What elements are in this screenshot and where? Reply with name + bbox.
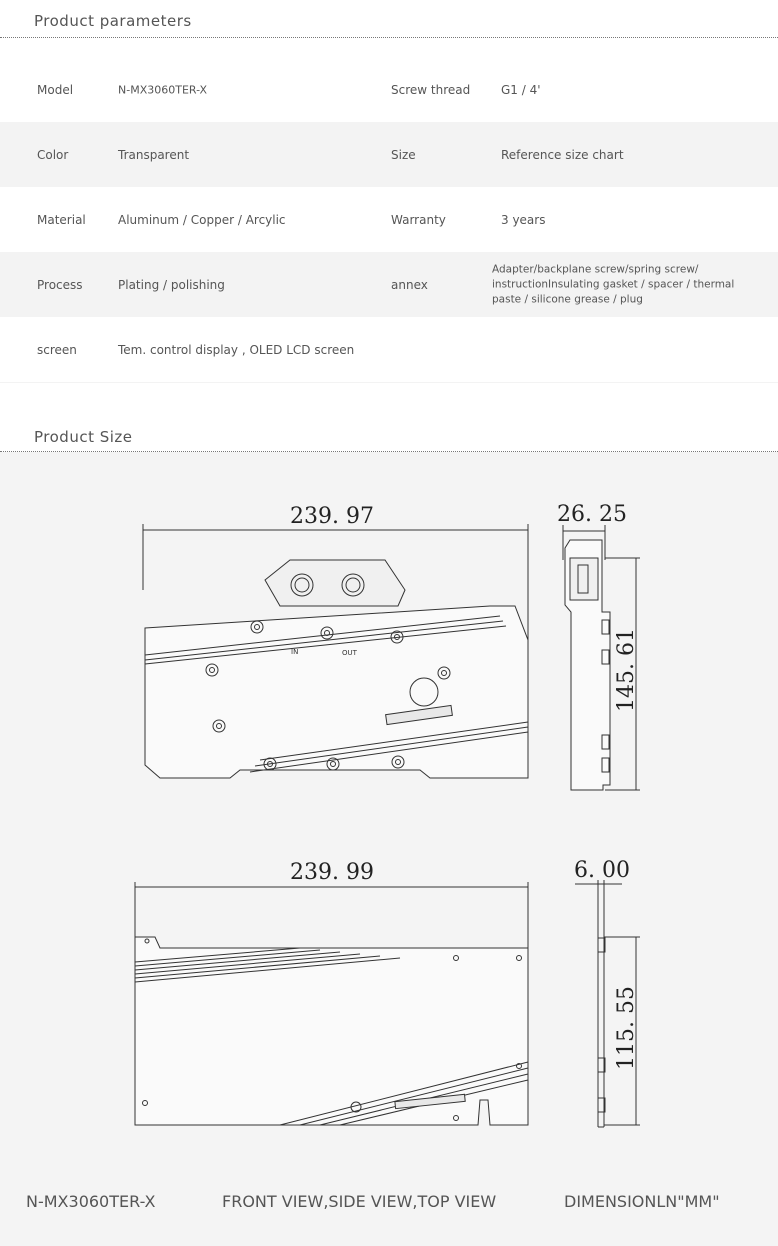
- param-value: Tem. control display , OLED LCD screen: [118, 342, 355, 357]
- param-label: Warranty: [391, 212, 446, 227]
- caption-model: N-MX3060TER-X: [26, 1192, 156, 1211]
- param-label: Model: [37, 82, 74, 97]
- back-side-width-label: 6. 00: [574, 858, 630, 883]
- size-section-title: Product Size: [34, 428, 133, 446]
- front-view: [143, 524, 528, 778]
- param-label: Screw thread: [391, 82, 471, 97]
- param-value: G1 / 4': [501, 82, 541, 97]
- caption-units: DIMENSIONLN"MM": [564, 1192, 720, 1211]
- front-width-label: 239. 97: [290, 504, 374, 529]
- param-value: Adapter/backplane screw/spring screw/ instructionInsulating gasket / spacer / thermal paste / silicone grease / plug: [492, 263, 735, 305]
- front-height-label: 145. 61: [614, 628, 639, 712]
- param-label: Material: [37, 212, 86, 227]
- param-label: screen: [37, 342, 77, 357]
- param-label: Size: [391, 147, 416, 162]
- param-value: N-MX3060TER-X: [118, 83, 208, 96]
- back-height-label: 115. 55: [614, 986, 639, 1070]
- port-out-label: OUT: [342, 649, 357, 657]
- back-view: [135, 882, 528, 1125]
- params-section-title: Product parameters: [34, 12, 192, 30]
- port-in-label: IN: [291, 648, 299, 656]
- param-value: Reference size chart: [501, 147, 624, 162]
- side-width-label: 26. 25: [557, 502, 627, 527]
- param-label: Color: [37, 147, 69, 162]
- param-value: Plating / polishing: [118, 277, 225, 292]
- param-value: 3 years: [501, 212, 546, 227]
- param-label: Process: [37, 277, 83, 292]
- caption-views: FRONT VIEW,SIDE VIEW,TOP VIEW: [222, 1192, 497, 1211]
- param-value: Transparent: [118, 147, 190, 162]
- back-width-label: 239. 99: [290, 860, 374, 885]
- param-label: annex: [391, 277, 428, 292]
- param-value: Aluminum / Copper / Arcylic: [118, 212, 286, 227]
